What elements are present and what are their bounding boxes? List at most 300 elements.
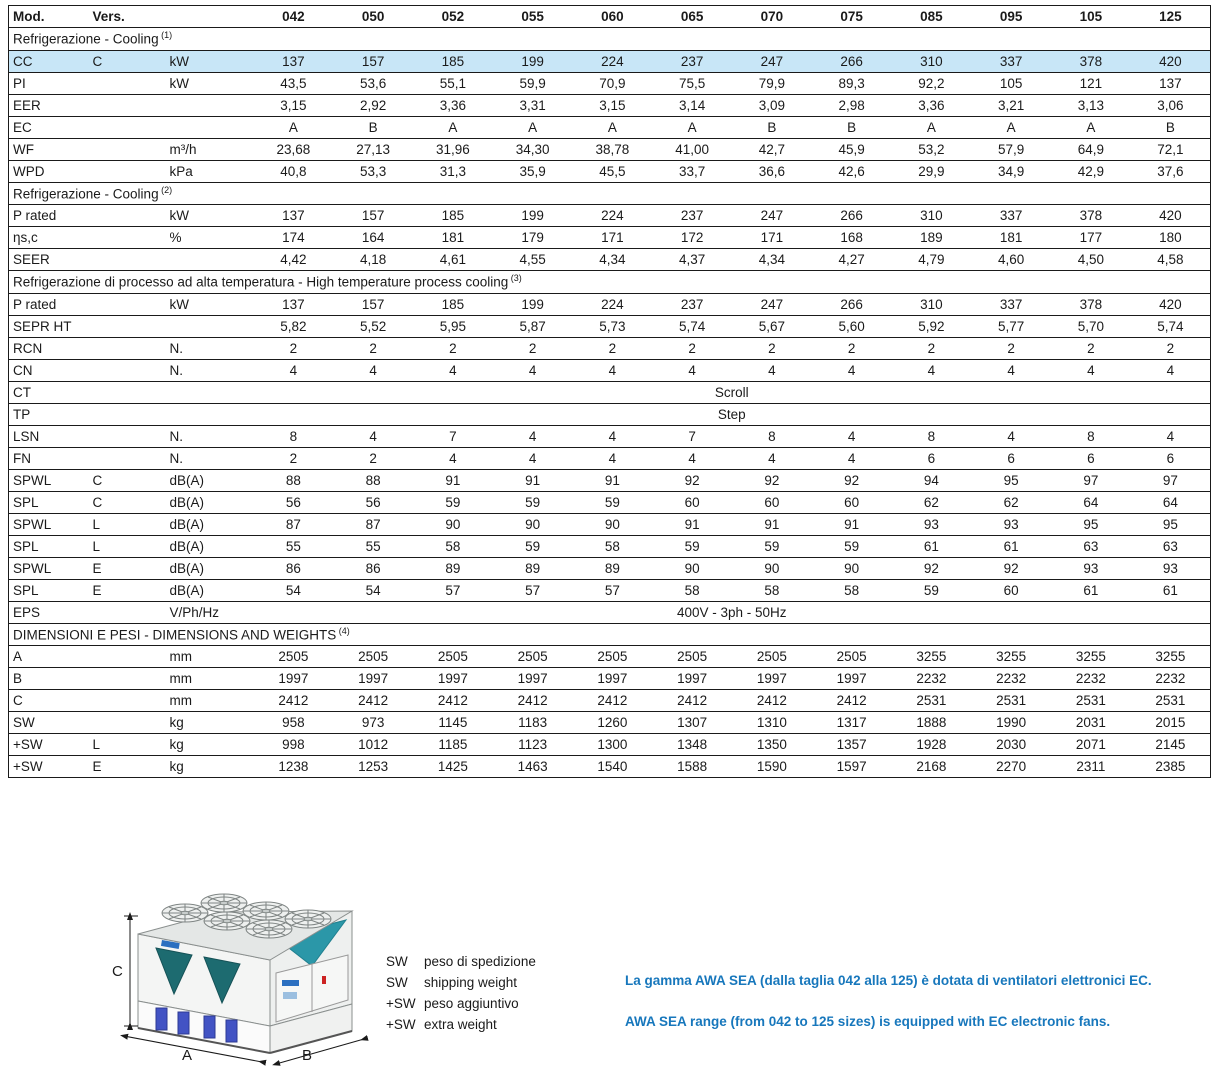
row-label: ηs,c [9,227,89,249]
value-cell: 59 [892,579,972,601]
fan-icon [246,920,292,938]
value-cell: 53,3 [333,160,413,182]
spec-row [9,249,1211,271]
value-cell: 60 [732,491,812,513]
value-cell: 88 [254,469,334,491]
value-cell: 3,14 [652,94,732,116]
value-cell: 87 [254,513,334,535]
value-cell: 3,31 [493,94,573,116]
value-cell: 2,98 [812,94,892,116]
spec-row [9,227,1211,249]
value-cell: 2505 [812,646,892,668]
value-cell: 2145 [1131,734,1211,756]
blue-logo [283,992,297,999]
value-cell: 1997 [573,668,653,690]
row-version [89,447,166,469]
value-cell: 1997 [652,668,732,690]
value-cell: 171 [573,227,653,249]
header-row [9,6,1211,28]
value-cell: 2412 [254,690,334,712]
value-cell: 5,74 [1131,315,1211,337]
row-version [89,94,166,116]
row-label: EC [9,116,89,138]
value-cell: 105 [971,72,1051,94]
col-header-size: 075 [812,6,892,28]
value-cell: 998 [254,734,334,756]
dimension-label-a: A [182,1047,193,1064]
value-cell: 1597 [812,756,892,778]
row-version: C [89,491,166,513]
spec-row [9,403,1211,425]
col-header-size: 055 [493,6,573,28]
value-cell: 2311 [1051,756,1131,778]
value-cell: 5,67 [732,315,812,337]
value-cell: 55 [254,535,334,557]
value-cell: 33,7 [652,160,732,182]
value-cell: 60 [652,491,732,513]
value-cell: 4 [573,447,653,469]
value-cell: 3,21 [971,94,1051,116]
value-cell: 5,70 [1051,315,1131,337]
row-version [89,690,166,712]
row-label: SPWL [9,557,89,579]
value-cell: 61 [1051,579,1131,601]
row-unit: kW [166,205,254,227]
value-cell: 4 [652,359,732,381]
legend-key: SW [386,975,408,990]
compressor [178,1012,189,1034]
value-cell: 87 [333,513,413,535]
row-version: L [89,535,166,557]
row-span-value: 400V - 3ph - 50Hz [254,601,1211,623]
value-cell: 2 [254,447,334,469]
row-label: CC [9,50,89,72]
row-unit: dB(A) [166,535,254,557]
value-cell: 70,9 [573,72,653,94]
value-cell: 38,78 [573,138,653,160]
value-cell: 55 [333,535,413,557]
value-cell: 79,9 [732,72,812,94]
value-cell: B [333,116,413,138]
value-cell: 224 [573,293,653,315]
compressor [204,1016,215,1038]
value-cell: 31,96 [413,138,493,160]
spec-row [9,160,1211,182]
value-cell: 4 [493,425,573,447]
value-cell: 72,1 [1131,138,1211,160]
row-unit: dB(A) [166,491,254,513]
col-header-size: 060 [573,6,653,28]
row-version [89,205,166,227]
compressor [226,1020,237,1042]
value-cell: 92 [732,469,812,491]
value-cell: 59 [732,535,812,557]
row-label: SPL [9,491,89,513]
row-label: WPD [9,160,89,182]
value-cell: 4 [812,425,892,447]
legend-row [386,951,536,972]
value-cell: 2 [1051,337,1131,359]
value-cell: A [493,116,573,138]
value-cell: 1997 [493,668,573,690]
value-cell: 3,36 [413,94,493,116]
value-cell: 958 [254,712,334,734]
value-cell: 93 [1051,557,1131,579]
chiller-figure [100,876,412,1067]
row-span-value: Scroll [254,381,1211,403]
value-cell: 1350 [732,734,812,756]
value-cell: B [732,116,812,138]
compressor [156,1008,167,1030]
row-unit: dB(A) [166,579,254,601]
value-cell: 2505 [254,646,334,668]
value-cell: 59 [413,491,493,513]
value-cell: 3255 [1051,646,1131,668]
value-cell: 2071 [1051,734,1131,756]
value-cell: 2412 [652,690,732,712]
value-cell: 4 [573,359,653,381]
note-italian: La gamma AWA SEA (dalla taglia 042 alla 125) è dotata di ventilatori elettronici EC. [625,973,1152,988]
value-cell: 1012 [333,734,413,756]
value-cell: 2030 [971,734,1051,756]
value-cell: 2232 [1131,668,1211,690]
fan-icon [285,910,331,928]
legend-row [386,1014,536,1035]
value-cell: 36,6 [732,160,812,182]
value-cell: 4 [1131,425,1211,447]
value-cell: A [892,116,972,138]
value-cell: 53,2 [892,138,972,160]
value-cell: 1348 [652,734,732,756]
value-cell: 29,9 [892,160,972,182]
row-label: CT [9,381,89,403]
value-cell: 61 [892,535,972,557]
dimension-label-b: B [302,1047,313,1064]
value-cell: 97 [1051,469,1131,491]
value-cell: 61 [1131,579,1211,601]
value-cell: 237 [652,50,732,72]
value-cell: 91 [812,513,892,535]
section-title: Refrigerazione - Cooling [13,31,159,47]
value-cell: 3255 [1131,646,1211,668]
row-unit: kPa [166,160,254,182]
value-cell: 91 [732,513,812,535]
value-cell: 1928 [892,734,972,756]
spec-row [9,734,1211,756]
value-cell: 4,42 [254,249,334,271]
spec-row [9,557,1211,579]
row-version [89,227,166,249]
value-cell: 4 [812,447,892,469]
legend-text: peso aggiuntivo [424,996,519,1011]
value-cell: 7 [413,425,493,447]
spec-row [9,690,1211,712]
value-cell: 40,8 [254,160,334,182]
value-cell: 93 [1131,557,1211,579]
row-label: PI [9,72,89,94]
value-cell: 4,60 [971,249,1051,271]
value-cell: 181 [413,227,493,249]
value-cell: 63 [1131,535,1211,557]
row-version: E [89,579,166,601]
value-cell: 378 [1051,293,1131,315]
col-header-size: 065 [652,6,732,28]
value-cell: 1588 [652,756,732,778]
value-cell: 1317 [812,712,892,734]
value-cell: 91 [573,469,653,491]
row-label: A [9,646,89,668]
spec-row [9,513,1211,535]
value-cell: 4 [732,359,812,381]
value-cell: 2412 [573,690,653,712]
value-cell: 310 [892,293,972,315]
legend-text: peso di spedizione [424,954,536,969]
value-cell: 58 [573,535,653,557]
value-cell: 57 [573,579,653,601]
value-cell: 5,52 [333,315,413,337]
value-cell: 8 [254,425,334,447]
section-row [9,623,1211,646]
value-cell: 2 [652,337,732,359]
value-cell: 4 [1051,359,1131,381]
value-cell: 8 [892,425,972,447]
value-cell: 137 [254,205,334,227]
value-cell: 56 [333,491,413,513]
row-unit: mm [166,646,254,668]
section-label [9,271,1211,294]
value-cell: 95 [1051,513,1131,535]
row-version [89,337,166,359]
value-cell: 86 [333,557,413,579]
value-cell: 172 [652,227,732,249]
spec-row [9,425,1211,447]
row-label: C [9,690,89,712]
value-cell: 224 [573,205,653,227]
value-cell: 181 [971,227,1051,249]
value-cell: 6 [892,447,972,469]
row-unit [166,94,254,116]
row-label: SPL [9,535,89,557]
value-cell: 137 [1131,72,1211,94]
fan-icon [204,912,250,930]
spec-row [9,94,1211,116]
value-cell: A [254,116,334,138]
value-cell: 88 [333,469,413,491]
value-cell: 59 [493,491,573,513]
value-cell: B [812,116,892,138]
row-version: L [89,513,166,535]
value-cell: 1463 [493,756,573,778]
value-cell: 1183 [493,712,573,734]
section-label [9,623,1211,646]
value-cell: 89 [493,557,573,579]
row-version [89,601,166,623]
value-cell: 1590 [732,756,812,778]
value-cell: A [652,116,732,138]
value-cell: 58 [732,579,812,601]
col-header-size: 070 [732,6,812,28]
footnote-marker: (1) [158,30,173,40]
legend-row [386,993,536,1014]
value-cell: 5,73 [573,315,653,337]
value-cell: 121 [1051,72,1131,94]
value-cell: 4 [413,359,493,381]
value-cell: 420 [1131,50,1211,72]
spec-row [9,469,1211,491]
value-cell: 41,00 [652,138,732,160]
spec-row [9,72,1211,94]
value-cell: 337 [971,50,1051,72]
value-cell: 4,79 [892,249,972,271]
value-cell: 90 [573,513,653,535]
value-cell: 2531 [1051,690,1131,712]
value-cell: 237 [652,293,732,315]
value-cell: 378 [1051,205,1131,227]
spec-row [9,668,1211,690]
value-cell: 2 [333,337,413,359]
value-cell: 2015 [1131,712,1211,734]
value-cell: 89 [413,557,493,579]
row-version [89,403,166,425]
value-cell: 3,36 [892,94,972,116]
row-label: +SW [9,756,89,778]
value-cell: 1238 [254,756,334,778]
value-cell: 337 [971,293,1051,315]
row-unit: N. [166,359,254,381]
value-cell: 92 [892,557,972,579]
spec-row [9,579,1211,601]
panel-handle [322,976,326,984]
row-unit: mm [166,668,254,690]
row-unit: N. [166,425,254,447]
section-label [9,28,1211,51]
spec-row [9,381,1211,403]
value-cell: 2 [892,337,972,359]
value-cell: 34,30 [493,138,573,160]
value-cell: B [1131,116,1211,138]
value-cell: 164 [333,227,413,249]
value-cell: 1997 [333,668,413,690]
row-version [89,359,166,381]
value-cell: 90 [493,513,573,535]
value-cell: 4 [413,447,493,469]
value-cell: 1997 [732,668,812,690]
value-cell: 310 [892,205,972,227]
row-unit [166,381,254,403]
value-cell: 91 [652,513,732,535]
row-unit: kW [166,50,254,72]
value-cell: 3,15 [254,94,334,116]
value-cell: 1145 [413,712,493,734]
value-cell: 93 [971,513,1051,535]
spec-row [9,447,1211,469]
value-cell: 64 [1131,491,1211,513]
value-cell: 59 [573,491,653,513]
row-unit: mm [166,690,254,712]
value-cell: 337 [971,205,1051,227]
value-cell: 973 [333,712,413,734]
col-header-vers: Vers. [89,6,166,28]
value-cell: 6 [971,447,1051,469]
spec-row [9,50,1211,72]
value-cell: 185 [413,50,493,72]
section-title: DIMENSIONI E PESI - DIMENSIONS AND WEIGHTS [13,627,337,642]
value-cell: 266 [812,50,892,72]
row-version [89,249,166,271]
legend-text: shipping weight [424,975,518,990]
value-cell: 1310 [732,712,812,734]
value-cell: 137 [254,293,334,315]
value-cell: 3,06 [1131,94,1211,116]
value-cell: 168 [812,227,892,249]
row-unit [166,403,254,425]
value-cell: 2270 [971,756,1051,778]
value-cell: 1990 [971,712,1051,734]
value-cell: 157 [333,205,413,227]
row-unit: dB(A) [166,513,254,535]
value-cell: 2505 [652,646,732,668]
value-cell: 27,13 [333,138,413,160]
row-unit: kW [166,293,254,315]
value-cell: 89,3 [812,72,892,94]
value-cell: 1888 [892,712,972,734]
row-unit: kg [166,756,254,778]
value-cell: 35,9 [493,160,573,182]
value-cell: 420 [1131,293,1211,315]
row-label: SPL [9,579,89,601]
value-cell: 42,7 [732,138,812,160]
value-cell: 58 [812,579,892,601]
value-cell: 2412 [333,690,413,712]
row-label: FN [9,447,89,469]
value-cell: 4 [493,359,573,381]
value-cell: 6 [1131,447,1211,469]
row-unit [166,249,254,271]
value-cell: 53,6 [333,72,413,94]
row-label: SPWL [9,513,89,535]
weights-legend [386,951,536,1035]
value-cell: 7 [652,425,732,447]
spec-row [9,756,1211,778]
value-cell: 2531 [971,690,1051,712]
value-cell: 89 [573,557,653,579]
legend-text: extra weight [424,1017,497,1032]
value-cell: 1540 [573,756,653,778]
row-label: SEER [9,249,89,271]
value-cell: 93 [892,513,972,535]
value-cell: 8 [732,425,812,447]
value-cell: 224 [573,50,653,72]
col-header-size: 042 [254,6,334,28]
row-label: TP [9,403,89,425]
value-cell: 4,55 [493,249,573,271]
row-unit: dB(A) [166,469,254,491]
value-cell: 95 [971,469,1051,491]
value-cell: 420 [1131,205,1211,227]
value-cell: 23,68 [254,138,334,160]
row-version [89,293,166,315]
value-cell: 4 [573,425,653,447]
value-cell: 1307 [652,712,732,734]
value-cell: 1997 [413,668,493,690]
fan-icon [162,904,208,922]
value-cell: 4,34 [573,249,653,271]
spec-row [9,646,1211,668]
row-label: LSN [9,425,89,447]
value-cell: 247 [732,205,812,227]
value-cell: 2385 [1131,756,1211,778]
value-cell: 3255 [892,646,972,668]
